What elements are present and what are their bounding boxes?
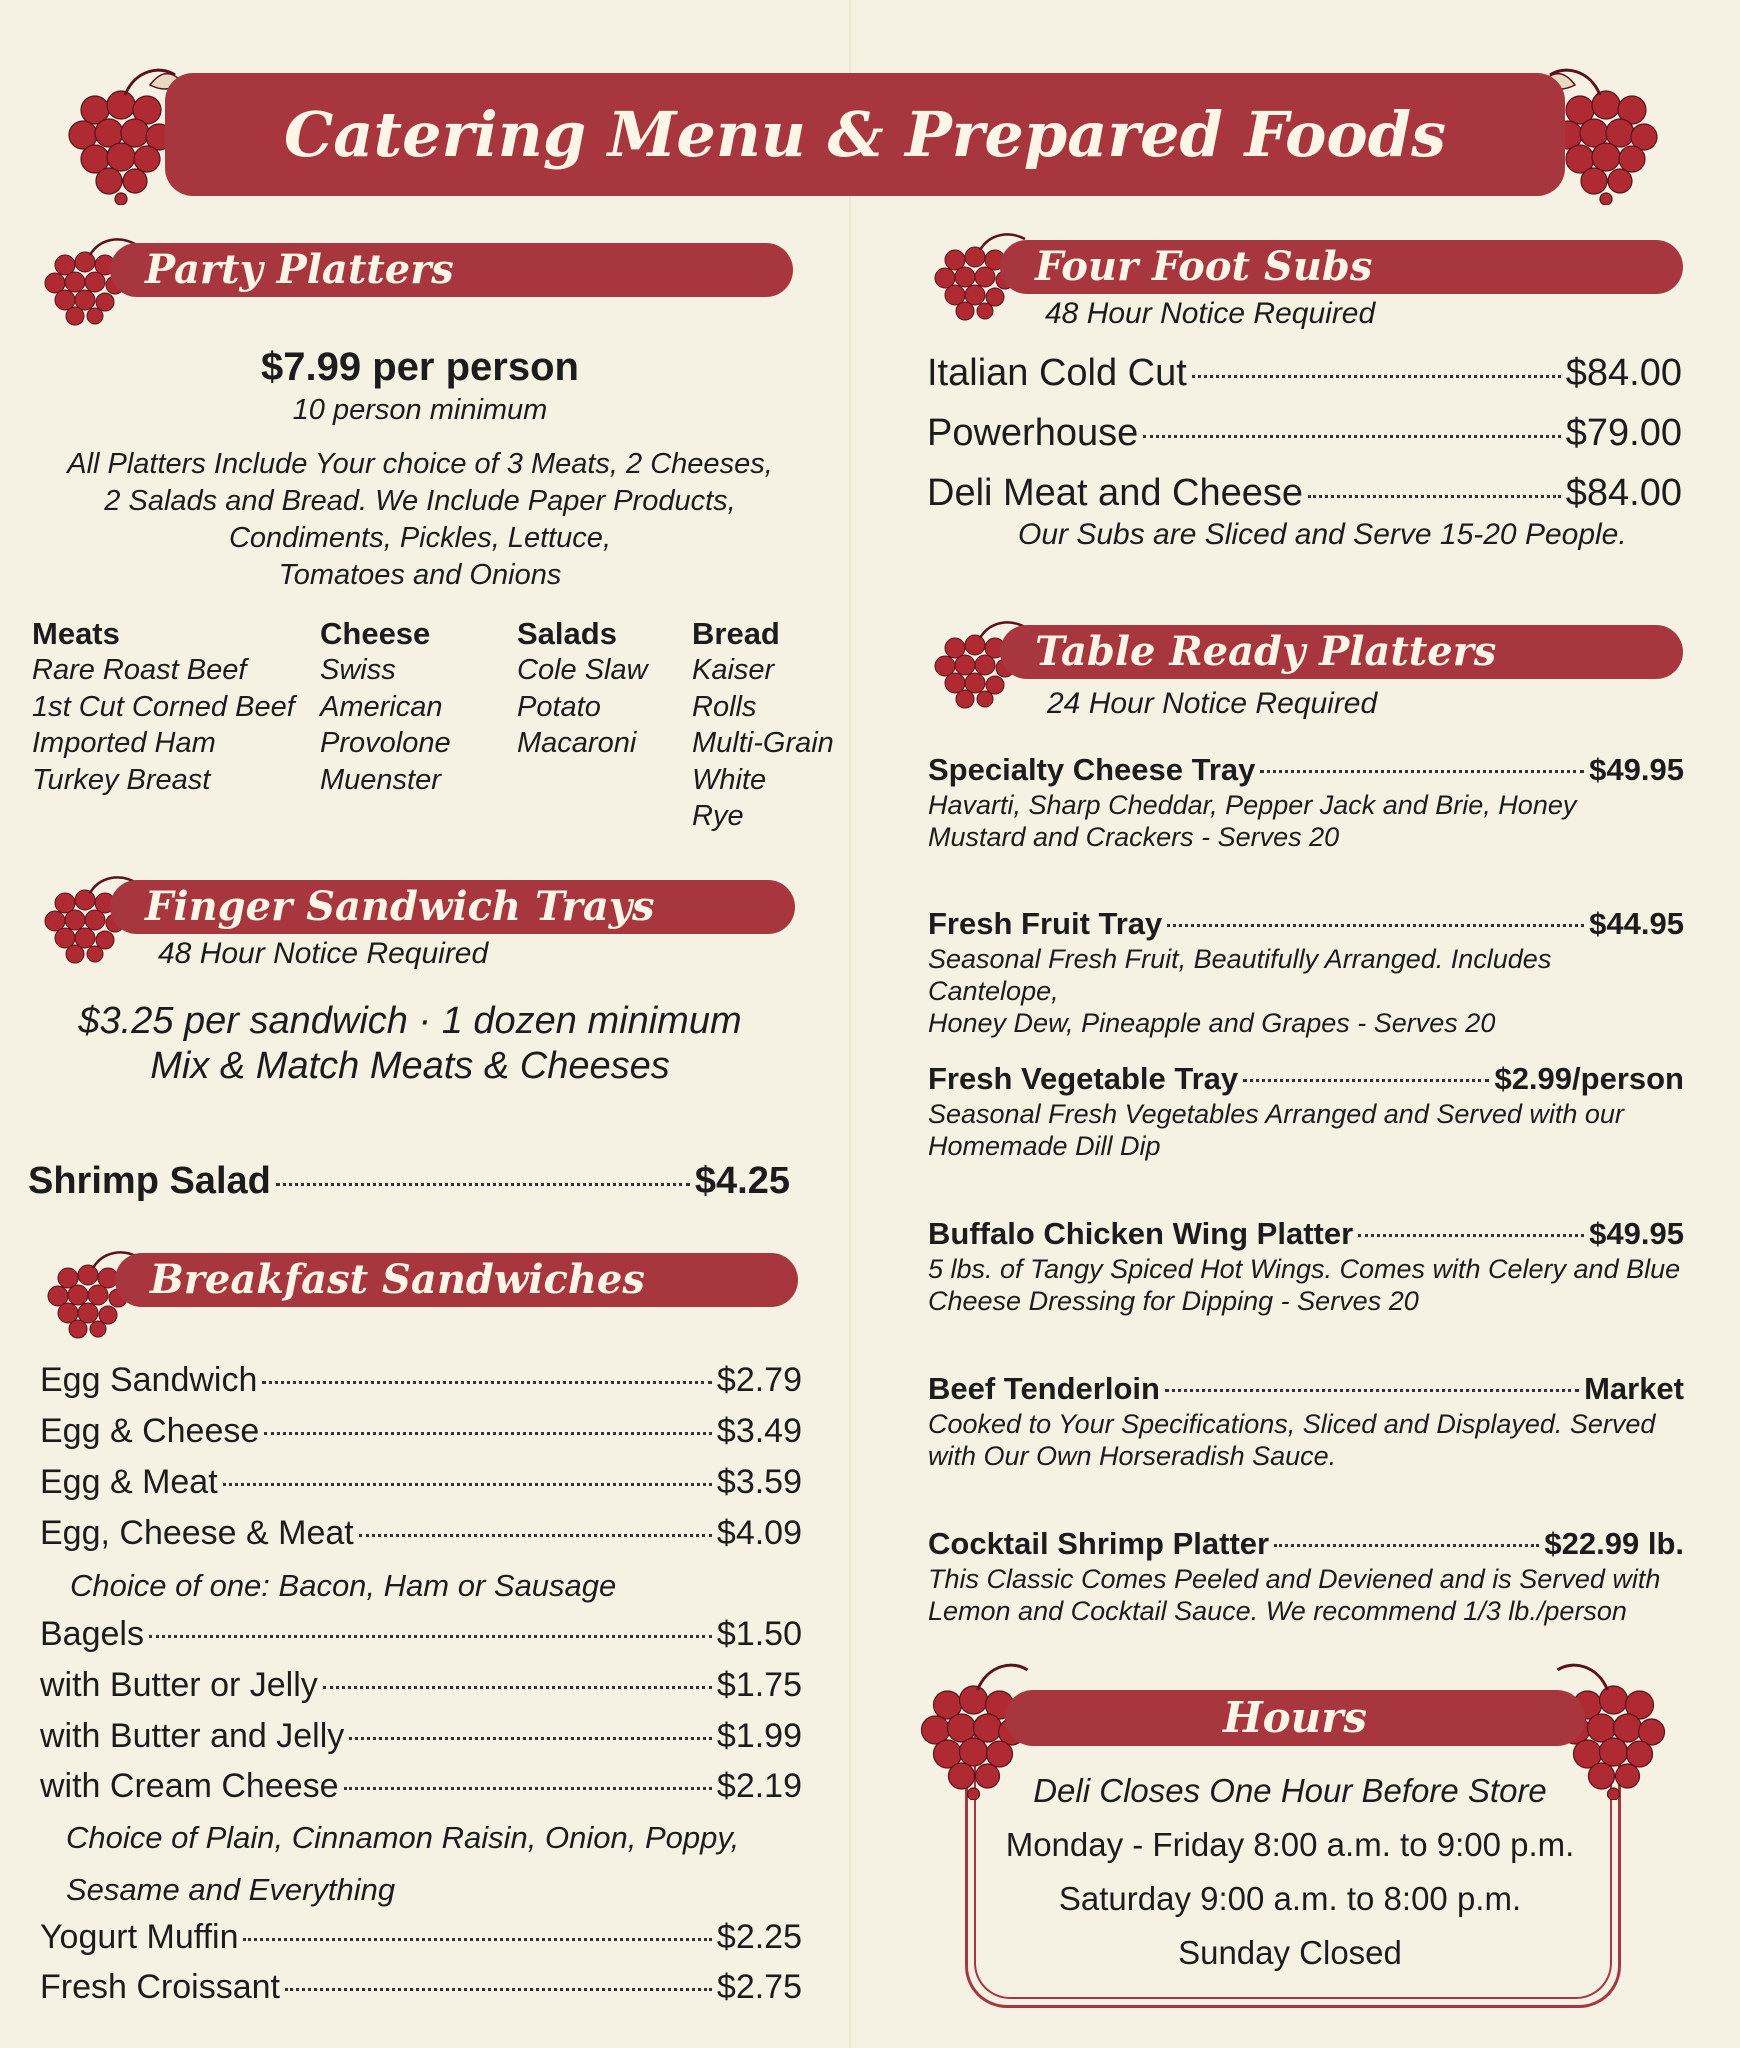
platter-row [928, 1371, 1684, 1407]
dot-leader [1143, 435, 1561, 438]
item-price: $49.95 [1589, 752, 1684, 787]
bagel-choice-note: Choice of Plain, Cinnamon Raisin, Onion, Poppy, [66, 1820, 740, 1855]
shrimp-salad-row [28, 1160, 790, 1203]
dot-leader [1274, 1544, 1539, 1547]
salads-column [517, 616, 687, 762]
item-price: $4.25 [694, 1160, 790, 1202]
list-item: White [692, 763, 767, 796]
dot-leader [1308, 495, 1561, 498]
item-name: Shrimp Salad [28, 1160, 271, 1202]
description-line: This Classic Comes Peeled and Deviened and is Served with [928, 1564, 1661, 1594]
platter-row [928, 752, 1684, 788]
item-name: Specialty Cheese Tray [928, 752, 1256, 787]
column-heading: Meats [32, 616, 120, 651]
item-name: Buffalo Chicken Wing Platter [928, 1216, 1354, 1251]
four-foot-subs-notice: 48 Hour Notice Required [1045, 297, 1376, 330]
item-price: $2.19 [716, 1767, 802, 1805]
list-item: Muenster [320, 763, 441, 796]
dot-leader [264, 1432, 712, 1435]
item-price: Market [1584, 1371, 1684, 1406]
party-platters-description [20, 446, 820, 594]
item-price: $1.75 [716, 1666, 802, 1704]
meats-column [32, 616, 312, 798]
description-line: Havarti, Sharp Cheddar, Pepper Jack and Brie, Honey [928, 790, 1577, 820]
description-line: Cheese Dressing for Dipping - Serves 20 [928, 1286, 1419, 1316]
item-description [928, 943, 1688, 1039]
hours-saturday: Saturday 9:00 a.m. to 8:00 p.m. [1058, 1880, 1522, 1917]
hours-heading: Hours [1005, 1690, 1585, 1746]
dot-leader [359, 1534, 712, 1537]
item-description [928, 1253, 1688, 1317]
table-ready-notice: 24 Hour Notice Required [1047, 687, 1378, 720]
item-name: Fresh Vegetable Tray [928, 1061, 1239, 1096]
item-price: $79.00 [1565, 412, 1682, 454]
item-name: Egg Sandwich [40, 1361, 258, 1399]
description-line: All Platters Include Your choice of 3 Meats, 2 Cheeses, [67, 448, 773, 480]
dot-leader [1358, 1234, 1584, 1237]
dot-leader [1165, 1389, 1579, 1392]
item-name: Powerhouse [927, 412, 1139, 454]
item-name: Bagels [40, 1615, 144, 1653]
page-title: Catering Menu & Prepared Foods [165, 73, 1565, 196]
four-foot-subs-heading: Four Foot Subs [1000, 240, 1683, 294]
bagel-choice-note: Sesame and Everything [66, 1872, 396, 1907]
breakfast-heading: Breakfast Sandwiches [115, 1253, 798, 1307]
list-item: Cole Slaw [517, 654, 648, 686]
cheese-column [320, 616, 510, 798]
item-price: $2.75 [716, 1968, 802, 2006]
menu-row [927, 352, 1682, 395]
item-name: with Cream Cheese [40, 1767, 339, 1805]
page-fold [849, 0, 851, 2048]
hours-note: Deli Closes One Hour Before Store [1033, 1772, 1547, 1809]
description-line: Honey Dew, Pineapple and Grapes - Serves 20 [928, 1008, 1496, 1038]
item-name: with Butter or Jelly [40, 1666, 318, 1704]
hours-sunday: Sunday Closed [1178, 1934, 1402, 1971]
party-platters-price: $7.99 per person [261, 345, 579, 389]
list-item: American [320, 690, 443, 723]
table-ready-heading: Table Ready Platters [1000, 625, 1683, 679]
item-description [928, 1563, 1684, 1627]
list-item: Kaiser Rolls [692, 654, 775, 723]
list-item: Macaroni [517, 727, 637, 759]
list-item: Swiss [320, 654, 396, 686]
item-name: Egg & Meat [40, 1463, 218, 1501]
description-line: Tomatoes and Onions [278, 559, 562, 591]
party-platters-minimum: 10 person minimum [292, 394, 548, 426]
menu-row [40, 1361, 802, 1400]
item-description [928, 1408, 1684, 1472]
description-line: with Our Own Horseradish Sauce. [928, 1441, 1337, 1471]
finger-sandwich-heading: Finger Sandwich Trays [110, 880, 795, 934]
item-price: $2.79 [716, 1361, 802, 1399]
hours-weekday: Monday - Friday 8:00 a.m. to 9:00 p.m. [1005, 1826, 1575, 1863]
item-name: Fresh Croissant [40, 1968, 280, 2006]
item-price: $22.99 lb. [1544, 1526, 1684, 1561]
subs-note: Our Subs are Sliced and Serve 15-20 People. [1018, 518, 1627, 551]
description-line: Seasonal Fresh Vegetables Arranged and Served with our [928, 1099, 1624, 1129]
item-price: $1.50 [716, 1615, 802, 1653]
dot-leader [1260, 770, 1584, 773]
description-line: Homemade Dill Dip [928, 1131, 1161, 1161]
description-line: Cooked to Your Specifications, Sliced and Displayed. Served [928, 1409, 1656, 1439]
item-name: Beef Tenderloin [928, 1371, 1160, 1406]
item-name: Italian Cold Cut [927, 352, 1187, 394]
item-name: with Butter and Jelly [40, 1717, 345, 1755]
list-item: 1st Cut Corned Beef [32, 690, 295, 723]
item-price: $4.09 [716, 1514, 802, 1552]
item-name: Fresh Fruit Tray [928, 906, 1163, 941]
dot-leader [1192, 375, 1561, 378]
platter-row [928, 1216, 1684, 1252]
bread-column [692, 616, 842, 835]
item-name: Deli Meat and Cheese [927, 472, 1303, 514]
dot-leader [276, 1183, 690, 1186]
menu-row [40, 1717, 802, 1756]
menu-row [40, 1767, 802, 1806]
item-price: $49.95 [1589, 1216, 1684, 1251]
platter-row [928, 1061, 1684, 1097]
menu-row [40, 1968, 802, 2007]
item-name: Cocktail Shrimp Platter [928, 1526, 1270, 1561]
dot-leader [323, 1686, 712, 1689]
menu-row [40, 1615, 802, 1654]
item-price: $2.99/person [1494, 1061, 1684, 1096]
item-name: Yogurt Muffin [40, 1918, 239, 1956]
item-description [928, 789, 1684, 853]
dot-leader [285, 1988, 712, 1991]
description-line: Seasonal Fresh Fruit, Beautifully Arranged. Includes Cantelope, [928, 944, 1552, 1006]
dot-leader [344, 1787, 712, 1790]
menu-row [927, 472, 1682, 515]
item-name: Egg, Cheese & Meat [40, 1514, 354, 1552]
dot-leader [349, 1737, 712, 1740]
description-line: Lemon and Cocktail Sauce. We recommend 1/3 lb./person [928, 1596, 1627, 1626]
dot-leader [223, 1483, 712, 1486]
item-price: $44.95 [1589, 906, 1684, 941]
column-heading: Cheese [320, 616, 431, 651]
dot-leader [1243, 1079, 1489, 1082]
menu-row [40, 1412, 802, 1451]
column-heading: Bread [692, 616, 780, 651]
list-item: Rare Roast Beef [32, 654, 247, 686]
item-name: Egg & Cheese [40, 1412, 260, 1450]
dot-leader [149, 1635, 712, 1638]
item-description [928, 1098, 1684, 1162]
item-price: $3.49 [716, 1412, 802, 1450]
dot-leader [1167, 924, 1584, 927]
description-line: 5 lbs. of Tangy Spiced Hot Wings. Comes with Celery and Blue [928, 1254, 1681, 1284]
menu-row [40, 1514, 802, 1553]
description-line: Mustard and Crackers - Serves 20 [928, 822, 1340, 852]
list-item: Provolone [320, 727, 451, 759]
item-price: $1.99 [716, 1717, 802, 1755]
platter-row [928, 1526, 1684, 1562]
menu-row [40, 1918, 802, 1957]
item-price: $84.00 [1565, 352, 1682, 394]
item-price: $3.59 [716, 1463, 802, 1501]
dot-leader [243, 1938, 711, 1941]
list-item: Turkey Breast [32, 763, 211, 796]
menu-row [40, 1463, 802, 1502]
description-line: Condiments, Pickles, Lettuce, [228, 522, 611, 554]
item-price: $84.00 [1565, 472, 1682, 514]
description-line: 2 Salads and Bread. We Include Paper Products, [104, 485, 736, 517]
list-item: Imported Ham [32, 727, 216, 759]
finger-sandwich-pricing: $3.25 per sandwich · 1 dozen minimum [78, 1000, 742, 1042]
list-item: Potato [517, 690, 601, 723]
platter-row [928, 906, 1684, 942]
menu-row [40, 1666, 802, 1705]
column-heading: Salads [517, 616, 617, 651]
menu-row [927, 412, 1682, 455]
finger-sandwich-notice: 48 Hour Notice Required [158, 937, 489, 970]
item-price: $2.25 [716, 1918, 802, 1956]
dot-leader [262, 1381, 712, 1384]
list-item: Rye [692, 800, 744, 832]
list-item: Multi-Grain [692, 727, 834, 759]
party-platters-heading: Party Platters [110, 243, 793, 297]
finger-sandwich-mix: Mix & Match Meats & Cheeses [150, 1045, 670, 1087]
meat-choice-note: Choice of one: Bacon, Ham or Sausage [70, 1568, 617, 1603]
